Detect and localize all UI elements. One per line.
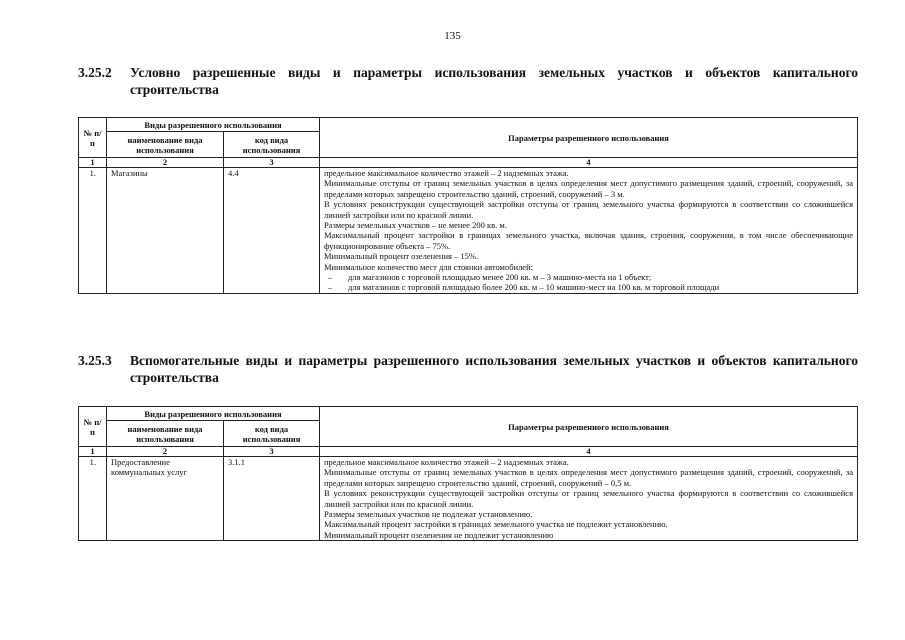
table-row bbox=[79, 457, 858, 541]
param-line: предельное максимальное количество этажей – 2 надземных этажа. bbox=[324, 168, 569, 178]
param-line: Максимальный процент застройки в границах земельного участка, включая здания, строения, сооружения, в том числе обеспечивающие функционирование объекта – 75%. bbox=[324, 230, 853, 251]
col-header-num: № п/п bbox=[79, 118, 107, 158]
row-parameters bbox=[320, 457, 858, 541]
list-item-text: для магазинов с торговой площадью менее 200 кв. м – 3 машино-места на 1 объект; bbox=[348, 272, 652, 283]
col-header-name: наименование вида использования bbox=[107, 421, 224, 447]
row-parameters bbox=[320, 168, 858, 294]
section-heading-3-25-2 bbox=[78, 64, 858, 98]
table-conditional-uses bbox=[78, 117, 858, 294]
dash-bullet: – bbox=[328, 282, 333, 293]
table-auxiliary-uses bbox=[78, 406, 858, 541]
param-line: Минимальные отступы от границ земельных участков в целях определения мест допустимого размещения зданий, строений, сооружений, за пределами которых запрещено строительство зданий, строений, сооружений – 3 м. bbox=[324, 178, 853, 199]
col-number-4: 4 bbox=[320, 447, 858, 457]
dash-bullet: – bbox=[328, 272, 333, 283]
col-number-4: 4 bbox=[320, 158, 858, 168]
section-title: Условно разрешенные виды и параметры использования земельных участков и объектов капитального строительства bbox=[130, 65, 858, 97]
row-use-code: 3.1.1 bbox=[224, 457, 320, 541]
row-number: 1. bbox=[79, 457, 107, 541]
col-number-3: 3 bbox=[224, 158, 320, 168]
col-number-2: 2 bbox=[107, 447, 224, 457]
col-header-code: код вида использования bbox=[224, 421, 320, 447]
list-item bbox=[324, 272, 853, 282]
row-use-name: Предоставление коммунальных услуг bbox=[107, 457, 224, 541]
list-item bbox=[324, 282, 853, 292]
list-item-text: для магазинов с торговой площадью более 200 кв. м – 10 машино-мест на 100 кв. м торговой площади bbox=[348, 282, 720, 293]
param-line: Минимальное количество мест для стоянки автомобилей: bbox=[324, 261, 533, 272]
row-use-code: 4.4 bbox=[224, 168, 320, 294]
section-title: Вспомогательные виды и параметры разрешенного использования земельных участков и объектов капитального строительства bbox=[130, 353, 858, 385]
row-number: 1. bbox=[79, 168, 107, 294]
row-use-name: Магазины bbox=[107, 168, 224, 294]
param-line: Минимальный процент озеленения – 15%. bbox=[324, 251, 479, 262]
section-heading-3-25-3 bbox=[78, 352, 858, 386]
col-number-3: 3 bbox=[224, 447, 320, 457]
param-line: Максимальный процент застройки в границах земельного участка не подлежит установлению. bbox=[324, 519, 668, 530]
col-number-2: 2 bbox=[107, 158, 224, 168]
param-line: Минимальные отступы от границ земельных участков в целях определения мест допустимого размещения зданий, строений, сооружений, за пределами которых запрещено строительство зданий, строений, сооружений – 0,5 м. bbox=[324, 467, 853, 488]
section-number: 3.25.2 bbox=[78, 65, 112, 80]
col-header-group: Виды разрешенного использования bbox=[107, 118, 320, 132]
col-header-params: Параметры разрешенного использования bbox=[320, 407, 858, 447]
col-header-params: Параметры разрешенного использования bbox=[320, 118, 858, 158]
param-line: В условиях реконструкции существующей застройки отступы от границ земельного участка формируются в соответствии со сложившейся линией застройки или по красной линии. bbox=[324, 199, 853, 220]
param-line: Размеры земельных участков не подлежат установлению. bbox=[324, 509, 533, 520]
param-line: Минимальный процент озеленения не подлежит установлению bbox=[324, 529, 554, 540]
col-header-num: № п/п bbox=[79, 407, 107, 447]
page-number: 135 bbox=[444, 30, 461, 42]
param-line: предельное максимальное количество этажей – 2 надземных этажа. bbox=[324, 457, 569, 467]
col-header-group: Виды разрешенного использования bbox=[107, 407, 320, 421]
col-number-1: 1 bbox=[79, 447, 107, 457]
table-row bbox=[79, 168, 858, 294]
section-number: 3.25.3 bbox=[78, 353, 112, 368]
param-line: Размеры земельных участков – не менее 200 кв. м. bbox=[324, 220, 507, 231]
param-line: В условиях реконструкции существующей застройки отступы от границ земельного участка формируются в соответствии со сложившейся линией застройки или по красной линии. bbox=[324, 488, 853, 509]
col-number-1: 1 bbox=[79, 158, 107, 168]
col-header-name: наименование вида использования bbox=[107, 132, 224, 158]
col-header-code: код вида использования bbox=[224, 132, 320, 158]
